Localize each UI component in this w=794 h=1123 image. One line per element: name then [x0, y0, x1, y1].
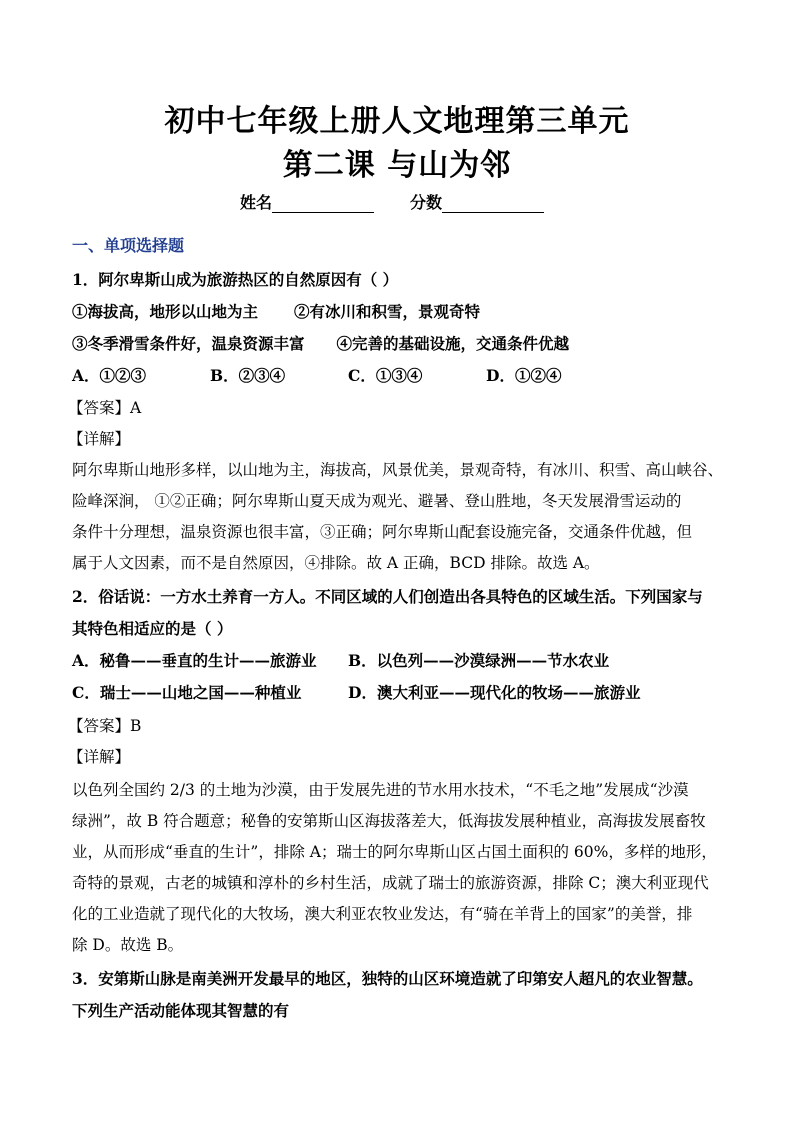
name-score-row: [240, 190, 580, 213]
section-heading: 一、单项选择题: [72, 236, 185, 255]
q2-option-a[interactable]: A．秘鲁——垂直的生计——旅游业: [72, 651, 317, 670]
q1-stem: 1．阿尔卑斯山成为旅游热区的自然原因有（ ）: [72, 270, 399, 289]
q2-option-c[interactable]: C．瑞士——山地之国——种植业: [72, 683, 302, 702]
q2-detail-line: 以色列全国约 2/3 的土地为沙漠，由于发展先进的节水用水技术，“不毛之地”发展成“沙漠: [72, 781, 689, 799]
q2-stem-line2: 其特色相适应的是（ ）: [72, 619, 233, 638]
q1-answer: 【答案】A: [68, 399, 142, 417]
q1-detail-line: 属于人文因素，而不是自然原因，④排除。故 A 正确，BCD 排除。故选 A。: [72, 554, 600, 572]
q1-options: [72, 366, 561, 386]
q1-option-a[interactable]: A．①②③: [72, 366, 147, 385]
q1-option-d[interactable]: D．①②④: [486, 366, 562, 385]
q2-answer: 【答案】B: [68, 717, 142, 735]
q1-detail-label: 【详解】: [68, 430, 131, 448]
q2-detail-label: 【详解】: [68, 748, 131, 766]
q1-item1: ①海拔高，地形以山地为主: [72, 302, 259, 321]
q1-item3: ③冬季滑雪条件好，温泉资源丰富: [72, 334, 305, 353]
score-label: 分数: [410, 193, 443, 212]
q1-items-row1: [72, 302, 480, 322]
q2-stem-line1: 2．俗话说：一方水土养育一方人。不同区域的人们创造出各具特色的区域生活。下列国家与: [72, 587, 703, 606]
q1-detail-line: 险峰深涧， ①②正确；阿尔卑斯山夏天成为观光、避暑、登山胜地，冬天发展滑雪运动的: [72, 492, 682, 510]
q1-option-b[interactable]: B．②③④: [210, 366, 286, 385]
page-title: 初中七年级上册人文地理第三单元: [164, 104, 630, 139]
q3-stem-line2: 下列生产活动能体现其智慧的有: [72, 1001, 290, 1020]
q2-option-d[interactable]: D．澳大利亚——现代化的牧场——旅游业: [348, 683, 641, 702]
name-label: 姓名: [240, 193, 273, 212]
q1-item2: ②有冰川和积雪，景观奇特: [294, 302, 481, 321]
score-blank[interactable]: [442, 194, 544, 213]
name-blank[interactable]: [272, 194, 374, 213]
q1-detail-line: 阿尔卑斯山地形多样，以山地为主，海拔高，风景优美，景观奇特，有冰川、积雪、高山峡谷、: [72, 461, 724, 479]
q1-items-row2: [72, 334, 569, 354]
q2-detail-line: 奇特的景观，古老的城镇和淳朴的乡村生活，成就了瑞士的旅游资源，排除 C；澳大利亚现代: [72, 874, 709, 892]
q2-detail-line: 化的工业造就了现代化的大牧场，澳大利亚农牧业发达，有“骑在羊背上的国家”的美誉，排: [72, 905, 693, 923]
q1-item4: ④完善的基础设施，交通条件优越: [336, 334, 570, 353]
q2-options-row2: [72, 683, 640, 703]
q1-option-c[interactable]: C．①③④: [348, 366, 423, 385]
q3-stem-line1: 3．安第斯山脉是南美洲开发最早的地区，独特的山区环境造就了印第安人超凡的农业智慧。: [72, 969, 703, 988]
q2-detail-line: 除 D。故选 B。: [72, 936, 184, 954]
q2-detail-line: 绿洲”，故 B 符合题意；秘鲁的安第斯山区海拔落差大，低海拔发展种植业，高海拔发展畜牧: [72, 812, 706, 830]
q2-options-row1: [72, 651, 609, 671]
q2-detail-line: 业，从而形成“垂直的生计”，排除 A；瑞士的阿尔卑斯山区占国土面积的 60%，多样的地形，: [72, 843, 717, 861]
q2-option-b[interactable]: B．以色列——沙漠绿洲——节水农业: [348, 651, 610, 670]
q1-detail-line: 条件十分理想，温泉资源也很丰富，③正确；阿尔卑斯山配套设施完备，交通条件优越，但: [72, 523, 693, 541]
page-subtitle: 第二课 与山为邻: [282, 148, 512, 183]
